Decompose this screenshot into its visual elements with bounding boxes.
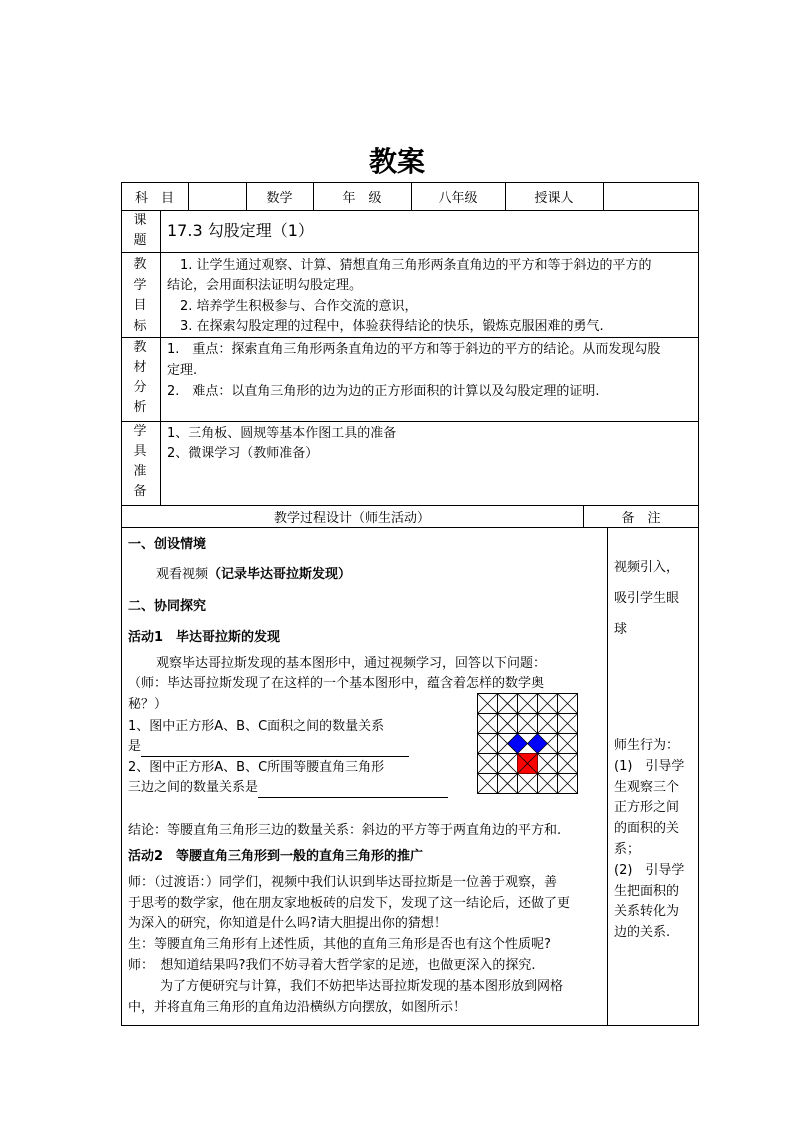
- activity-1-p2: （师：毕达哥拉斯发现了在这样的一个基本图形中，蕴含着怎样的数学奥: [128, 676, 545, 691]
- pythagoras-grid-figure: [477, 693, 578, 794]
- analysis-label: 教 材 分 析: [133, 340, 147, 415]
- note-2: 师生行为： (1) 引导学 生观察三个 正方形之间 的面积的关 系； (2) 引导学 生把面积的 关系转化为 边的关系.: [614, 738, 685, 941]
- analysis-line-3: 2. 难点：以直角三角形的边为边的正方形面积的计算以及勾股定理的证明.: [167, 384, 600, 399]
- goals-line-3: 2. 培养学生积极参与、合作交流的意识，: [180, 299, 418, 314]
- analysis-line-1: 1. 重点：探索直角三角形两条直角边的平方和等于斜边的平方的结论。从而发现勾股: [167, 342, 661, 357]
- grade-value: 八年级: [438, 190, 478, 206]
- activity-2-line-1: 师：（过渡语：）同学们，视频中我们认识到毕达哥拉斯是一位善于观察，善: [128, 875, 558, 890]
- question-2-line-2: 三边之间的数量关系是: [128, 777, 448, 798]
- answer-blank-2[interactable]: [258, 781, 448, 798]
- activity-2-line-3: 为深入的研究，你知道是什么吗?请大胆提出你的猜想！: [128, 916, 447, 931]
- goals-label: 教 学 目 标: [133, 257, 147, 334]
- section-2-title: 二、协同探究: [128, 599, 207, 614]
- activity-1-p1: 观察毕达哥拉斯发现的基本图形中，通过视频学习，回答以下问题：: [156, 656, 547, 671]
- prep-line-1: 1、三角板、圆规等基本作图工具的准备: [167, 426, 397, 441]
- activity-2-line-2: 于思考的数学家，他在朋友家地板砖的启发下，发现了这一结论后，还做了更: [128, 896, 571, 911]
- process-notes-header: 备 注: [621, 510, 661, 526]
- section-1-title: 一、创设情境: [128, 537, 207, 552]
- question-1-line-1: 1、图中正方形A、B、C面积之间的数量关系: [128, 719, 385, 734]
- section-1-text: 观看视频（记录毕达哥拉斯发现）: [156, 567, 352, 582]
- topic-label: 课 题: [133, 213, 147, 248]
- activity-2-line-6: 为了方便研究与计算，我们不妨把毕达哥拉斯发现的基本图形放到网格: [160, 979, 564, 994]
- page-title: 教案: [368, 145, 425, 178]
- activity-1-title: 活动1 毕达哥拉斯的发现: [128, 630, 281, 645]
- teacher-value: [603, 182, 699, 210]
- subject-label: 科 目: [134, 190, 174, 206]
- note-1: 视频引入， 吸引学生眼 球: [614, 560, 680, 637]
- prep-line-2: 2、微课学习（教师准备）: [167, 446, 319, 461]
- subject-value: 数学: [266, 190, 293, 206]
- topic-value: 17.3 勾股定理（1）: [167, 221, 314, 240]
- process-design-header: 教学过程设计（师生活动）: [273, 510, 430, 526]
- answer-blank-1[interactable]: [141, 740, 409, 757]
- activity-2-title: 活动2 等腰直角三角形到一般的直角三角形的推广: [128, 849, 424, 864]
- question-2-line-1: 2、图中正方形A、B、C所围等腰直角三角形: [128, 760, 385, 775]
- goals-line-1: 1. 让学生通过观察、计算、猜想直角三角形两条直角边的平方和等于斜边的平方的: [180, 258, 652, 273]
- conclusion-text: 结论：等腰直角三角形三边的数量关系：斜边的平方等于两直角边的平方和.: [128, 823, 562, 838]
- prep-label: 学 具 准 备: [133, 424, 147, 499]
- activity-2-line-7: 中，并将直角三角形的直角边沿横纵方向摆放，如图所示！: [128, 1000, 467, 1015]
- question-1-line-2: 是: [128, 736, 409, 757]
- analysis-line-2: 定理.: [167, 363, 198, 378]
- activity-2-line-5: 师： 想知道结果吗?我们不妨寻着大哲学家的足迹，也做更深入的探究.: [128, 958, 536, 973]
- teacher-label: 授课人: [534, 190, 574, 206]
- goals-line-4: 3. 在探索勾股定理的过程中，体验获得结论的快乐，锻炼克服困难的勇气.: [180, 319, 604, 334]
- activity-2-line-4: 生：等腰直角三角形有上述性质，其他的直角三角形是否也有这个性质呢?: [128, 937, 551, 952]
- activity-1-p3: 秘？）: [128, 697, 168, 712]
- goals-line-2: 结论，会用面积法证明勾股定理。: [167, 278, 363, 293]
- grade-label: 年 级: [342, 190, 382, 206]
